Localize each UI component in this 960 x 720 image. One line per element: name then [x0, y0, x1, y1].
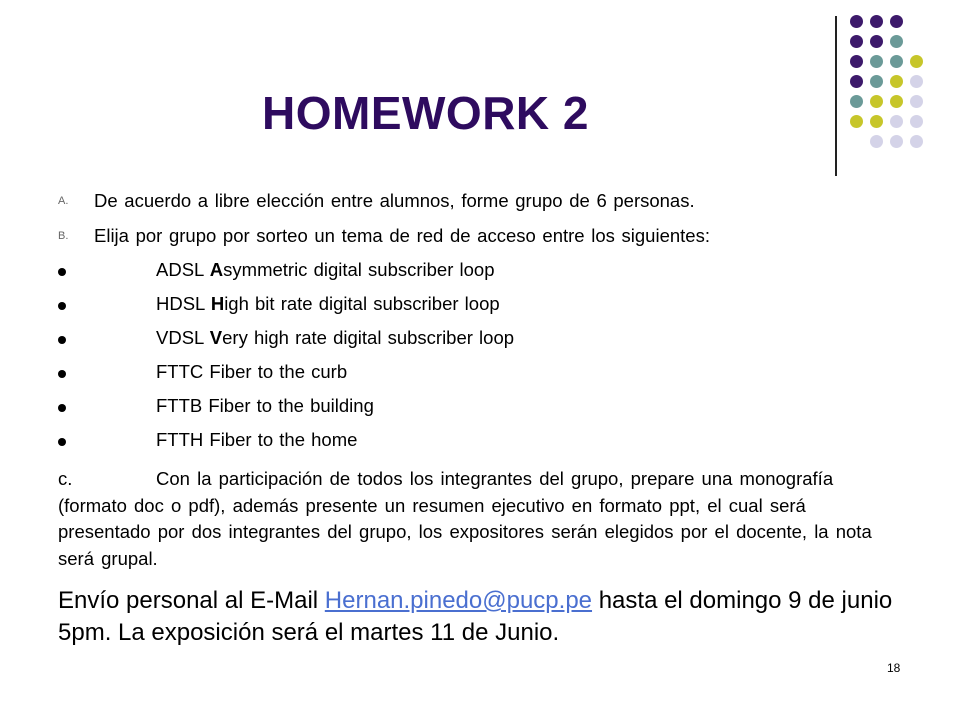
- bullet-icon: [58, 302, 66, 310]
- item-b-marker: B.: [58, 230, 69, 242]
- network-option-ftth: [156, 429, 357, 451]
- decorative-dot: [870, 135, 883, 148]
- decorative-dot: [910, 95, 923, 108]
- item-c-paragraph: [58, 466, 886, 572]
- network-label: FTTC Fiber to the curb: [156, 361, 348, 382]
- network-option-fttb: [156, 395, 374, 417]
- decorative-dot: [890, 75, 903, 88]
- decorative-dot: [910, 75, 923, 88]
- network-description: symmetric digital subscriber loop: [223, 259, 495, 280]
- decorative-dot: [910, 55, 923, 68]
- decorative-dot: [890, 95, 903, 108]
- decorative-dot: [870, 15, 883, 28]
- bullet-icon: [58, 370, 66, 378]
- decorative-dot: [850, 35, 863, 48]
- email-link[interactable]: Hernan.pinedo@pucp.pe: [324, 587, 593, 614]
- submission-paragraph: [58, 585, 898, 649]
- network-initial: V: [209, 327, 223, 348]
- item-b-text: Elija por grupo por sorteo un tema de red de acceso entre los siguientes:: [94, 225, 710, 246]
- network-option-fttc: [156, 361, 347, 383]
- decorative-dot: [850, 75, 863, 88]
- decorative-dot: [850, 15, 863, 28]
- decorative-dot: [890, 55, 903, 68]
- item-c-marker: c.: [58, 468, 73, 489]
- bullet-icon: [58, 336, 66, 344]
- decorative-dot: [890, 15, 903, 28]
- decorative-dot: [890, 135, 903, 148]
- network-acronym: VDSL: [156, 327, 210, 348]
- bullet-icon: [58, 404, 66, 412]
- decorative-dot: [890, 115, 903, 128]
- page-number: 18: [887, 661, 901, 675]
- submission-text-after: hasta el domingo 9 de junio 5pm. La exposición será el martes 11 de Junio.: [58, 587, 893, 646]
- bullet-icon: [58, 438, 66, 446]
- decorative-dot: [870, 35, 883, 48]
- network-initial: A: [209, 259, 224, 280]
- network-description: ery high rate digital subscriber loop: [222, 327, 515, 348]
- network-option-hdsl: [156, 293, 500, 315]
- decorative-dot: [870, 115, 883, 128]
- item-c-text: Con la participación de todos los integrantes del grupo, prepare una monografía (formato doc o pdf), además presente un resumen ejecutivo en formato ppt, el cual será presentado por dos integrantes del grupo, los expositores serán elegidos por el docente, la nota será grupal.: [58, 468, 872, 569]
- decorative-dot: [890, 35, 903, 48]
- network-acronym: HDSL: [156, 293, 211, 314]
- decorative-dot: [870, 75, 883, 88]
- network-label: FTTH Fiber to the home: [156, 429, 358, 450]
- slide-title: HOMEWORK 2: [262, 87, 589, 139]
- decorative-dot: [910, 115, 923, 128]
- bullet-icon: [58, 268, 66, 276]
- decorative-dot: [850, 55, 863, 68]
- decorative-dot: [850, 95, 863, 108]
- network-initial: H: [210, 293, 225, 314]
- network-option-vdsl: [156, 327, 514, 349]
- submission-text-before: Envío personal al E-Mail: [58, 587, 325, 614]
- item-a-marker: A.: [58, 195, 69, 207]
- decorative-dot: [870, 95, 883, 108]
- vertical-divider-line: [835, 16, 837, 176]
- decorative-dot: [870, 55, 883, 68]
- decorative-dot: [850, 115, 863, 128]
- network-description: igh bit rate digital subscriber loop: [224, 293, 500, 314]
- decorative-dot: [910, 135, 923, 148]
- network-acronym: ADSL: [156, 259, 210, 280]
- network-option-adsl: [156, 259, 495, 281]
- network-label: FTTB Fiber to the building: [156, 395, 374, 416]
- item-a-text: De acuerdo a libre elección entre alumnos, forme grupo de 6 personas.: [94, 190, 695, 211]
